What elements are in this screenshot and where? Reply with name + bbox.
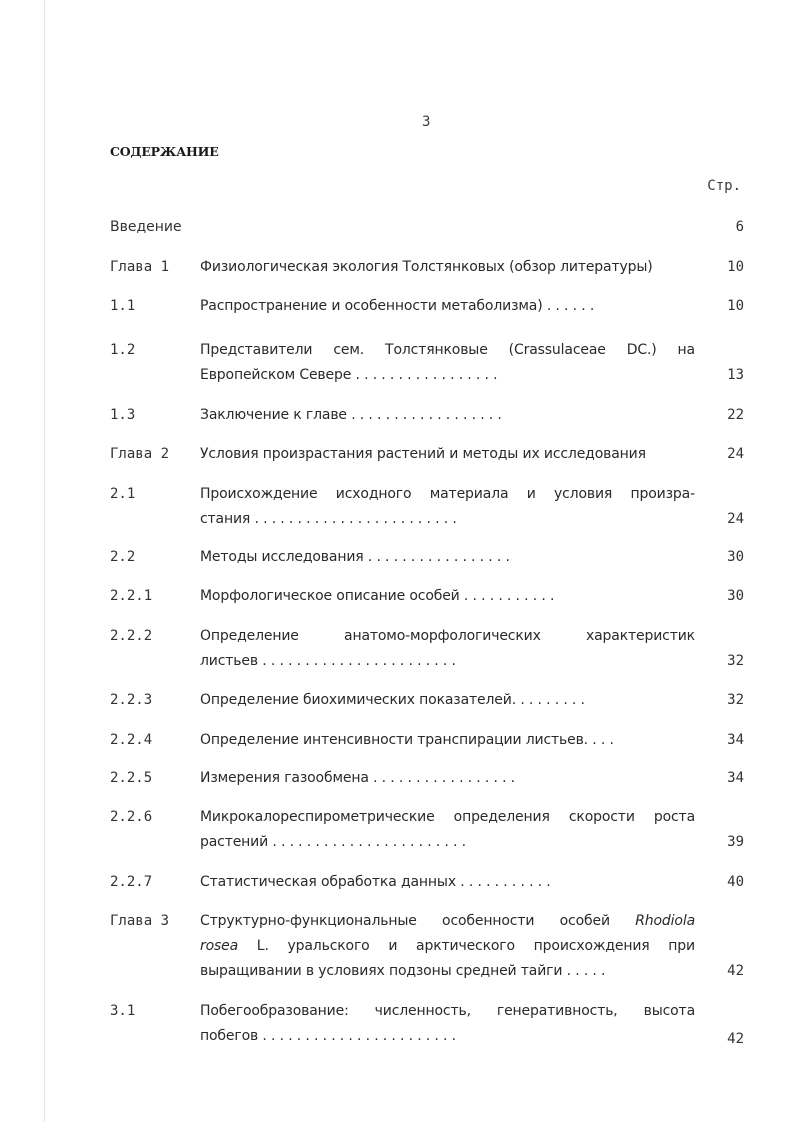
toc-entry-title: Введение — [110, 219, 182, 235]
toc-entry-number: 3.1 — [110, 1003, 136, 1019]
toc-title-line: Распространение и особенности метаболизма) . . . . . . — [200, 298, 595, 314]
toc-entry-page: 10 — [727, 298, 744, 314]
toc-title-line: Определение анатомо-морфологических характеристик — [200, 628, 695, 644]
toc-title-line: Измерения газообмена . . . . . . . . . . . . . . . . . — [200, 770, 515, 786]
toc-entry-number: 2.2.5 — [110, 770, 153, 786]
toc-title-line: выращивании в условиях подзоны средней тайги . . . . . — [200, 963, 606, 979]
toc-entry-title — [200, 482, 695, 532]
toc-entry-title — [200, 338, 695, 388]
toc-entry — [110, 442, 744, 467]
toc-entry-number: 2.2.7 — [110, 874, 153, 890]
toc-entry-page: 13 — [727, 367, 744, 383]
toc-entry — [110, 294, 744, 319]
toc-entry-number: 2.2.2 — [110, 628, 153, 644]
toc-title-line: растений . . . . . . . . . . . . . . . . . . . . . . . — [200, 834, 466, 850]
toc-entry — [110, 766, 744, 791]
toc-entry-intro — [110, 215, 744, 240]
toc-entry-title — [200, 403, 695, 428]
toc-title-line: Физиологическая экология Толстянковых (обзор литературы) — [200, 259, 653, 275]
toc-title-line: Происхождение исходного материала и условия произра- — [200, 486, 695, 502]
toc-entry-page: 34 — [727, 770, 744, 786]
toc-entry-page: 10 — [727, 259, 744, 275]
toc-entry — [110, 545, 744, 570]
toc-title-line: стания . . . . . . . . . . . . . . . . . . . . . . . . — [200, 511, 457, 527]
toc-entry — [110, 909, 744, 984]
page-column-label: Стр. — [707, 178, 741, 194]
toc-entry-title — [200, 624, 695, 674]
toc-entry-page: 24 — [727, 511, 744, 527]
toc-entry-page: 39 — [727, 834, 744, 850]
toc-entry — [110, 870, 744, 895]
toc-entry-title — [200, 294, 695, 319]
toc-entry-page: 40 — [727, 874, 744, 890]
toc-entry-number: 1.1 — [110, 298, 136, 314]
toc-entry-page: 24 — [727, 446, 744, 462]
toc-title-line: побегов . . . . . . . . . . . . . . . . . . . . . . . — [200, 1028, 456, 1044]
toc-entry-number: 2.1 — [110, 486, 136, 502]
toc-title-line: Представители сем. Толстянковые (Crassulaceae DC.) на — [200, 342, 695, 358]
toc-title-line: Определение интенсивности транспирации листьев. . . . — [200, 732, 614, 748]
toc-entry-title — [200, 999, 695, 1049]
toc-entry-number: 2.2 — [110, 549, 136, 565]
toc-entry — [110, 688, 744, 713]
page-title: СОДЕРЖАНИЕ — [110, 144, 219, 159]
toc-entry-page: 22 — [727, 407, 744, 423]
toc-entry-title — [200, 870, 695, 895]
toc-entry-title — [200, 442, 715, 467]
toc-entry — [110, 728, 744, 753]
toc-title-line: rosea L. уральского и арктического происхождения при — [200, 938, 695, 954]
toc-entry — [110, 338, 744, 388]
toc-entry-number: 2.2.3 — [110, 692, 153, 708]
toc-title-line: Методы исследования . . . . . . . . . . . . . . . . . — [200, 549, 510, 565]
toc-title-line: Статистическая обработка данных . . . . . . . . . . . — [200, 874, 551, 890]
toc-entry-number: Глава 3 — [110, 913, 170, 929]
toc-title-line: Морфологическое описание особей . . . . . . . . . . . — [200, 588, 555, 604]
toc-title-line: Заключение к главе . . . . . . . . . . . . . . . . . . — [200, 407, 502, 423]
toc-entry — [110, 624, 744, 674]
toc-entry-title — [200, 728, 695, 753]
toc-entry-title — [200, 909, 695, 984]
toc-title-line: Условия произрастания растений и методы их исследования — [200, 446, 646, 462]
toc-entry-page: 42 — [727, 1031, 744, 1047]
toc-entry-page: 32 — [727, 692, 744, 708]
toc-entry-number: 2.2.6 — [110, 809, 153, 825]
toc-entry-page: 6 — [735, 219, 744, 235]
toc-entry-number: Глава 1 — [110, 259, 170, 275]
toc-entry-page: 32 — [727, 653, 744, 669]
toc-entry-page: 30 — [727, 549, 744, 565]
toc-title-line: Побегообразование: численность, генеративность, высота — [200, 1003, 695, 1019]
toc-entry-number: Глава 2 — [110, 446, 170, 462]
toc-entry — [110, 805, 744, 855]
toc-entry — [110, 255, 744, 280]
toc-title-line: Микрокалореспирометрические определения скорости роста — [200, 809, 695, 825]
toc-entry-title — [200, 766, 695, 791]
toc-entry — [110, 482, 744, 532]
toc-entry-number: 2.2.1 — [110, 588, 153, 604]
scan-edge-line — [44, 0, 45, 1122]
toc-entry-page: 30 — [727, 588, 744, 604]
toc-title-line: Европейском Севере . . . . . . . . . . . . . . . . . — [200, 367, 498, 383]
toc-title-line: Структурно-функциональные особенности особей Rhodiola — [200, 913, 695, 929]
toc-entry-page: 42 — [727, 963, 744, 979]
toc-entry — [110, 584, 744, 609]
toc-entry-title — [200, 805, 695, 855]
toc-title-line: Определение биохимических показателей. . . . . . . . . — [200, 692, 585, 708]
toc-entry — [110, 999, 744, 1049]
toc-entry-number: 1.2 — [110, 342, 136, 358]
toc-entry-title — [200, 584, 695, 609]
toc-entry-page: 34 — [727, 732, 744, 748]
page-number: 3 — [422, 114, 431, 130]
toc-entry-number: 1.3 — [110, 407, 136, 423]
toc-entry-title — [200, 255, 715, 280]
toc-entry-title — [200, 545, 695, 570]
toc-entry-title — [200, 688, 695, 713]
toc-title-line: листьев . . . . . . . . . . . . . . . . . . . . . . . — [200, 653, 456, 669]
toc-entry-number: 2.2.4 — [110, 732, 153, 748]
toc-entry — [110, 403, 744, 428]
